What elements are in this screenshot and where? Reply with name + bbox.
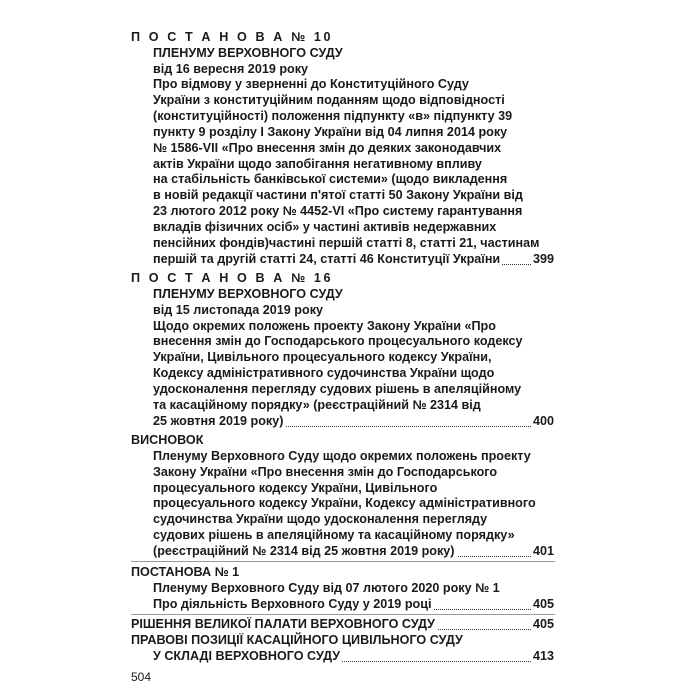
entry-line: на стабільність банківської системи» (щодо викладення bbox=[153, 172, 508, 187]
entry-line: України, Цивільного процесуального кодексу України, bbox=[153, 350, 492, 365]
toc-leader-line bbox=[131, 616, 531, 633]
entry-line: Кодексу адміністративного судочинства України щодо bbox=[153, 366, 495, 381]
entry-line: пенсійних фондів)частині першій статті 8, статті 21, частинам bbox=[153, 235, 540, 250]
entry-line: в новій редакції частини п'ятої статті 50 Закону України від bbox=[153, 188, 523, 203]
page-ref[interactable]: 401 bbox=[530, 543, 554, 560]
entry-title: ПРАВОВІ ПОЗИЦІЇ КАСАЦІЙНОГО ЦИВІЛЬНОГО СУДУ bbox=[131, 633, 463, 648]
entry-line: вкладів фізичних осіб» у частині активів недержавних bbox=[153, 219, 497, 234]
entry-line: Пленуму Верховного Суду від 07 лютого 2020 року № 1 bbox=[153, 581, 500, 596]
entry-line: Про відмову у зверненні до Конституційного Суду bbox=[153, 77, 469, 92]
entry-line: пункту 9 розділу І Закону України від 04 липня 2014 року bbox=[153, 124, 508, 139]
entry-title: ВИСНОВОК bbox=[131, 433, 204, 448]
entry-line: удосконалення перегляду судових рішень в апеляційному bbox=[153, 381, 522, 396]
toc-leader-line bbox=[153, 251, 531, 268]
entry-line: Закону України «Про внесення змін до Господарського bbox=[153, 464, 498, 479]
page-ref[interactable]: 405 bbox=[530, 596, 554, 613]
page-ref[interactable]: 400 bbox=[530, 413, 554, 430]
page-ref[interactable]: 399 bbox=[530, 251, 554, 268]
divider bbox=[131, 614, 555, 615]
entry-line: судових рішень в апеляційному та касаційному порядку» bbox=[153, 527, 515, 542]
entry-line: 23 лютого 2012 року № 4452-VI «Про систему гарантування bbox=[153, 204, 523, 219]
entry-line: Пленуму Верховного Суду щодо окремих положень проекту bbox=[153, 448, 531, 463]
entry-line: процесуального кодексу України, Кодексу адміністративного bbox=[153, 496, 536, 511]
entry-line: Про діяльність Верховного Суду у 2019 році bbox=[153, 596, 432, 611]
entry-date: від 16 вересня 2019 року bbox=[153, 61, 309, 76]
entry-line: судочинства України щодо удосконалення перегляду bbox=[153, 512, 488, 527]
entry-line: процесуального кодексу України, Цивільного bbox=[153, 480, 438, 495]
toc-leader-line bbox=[153, 596, 531, 613]
entry-title: РІШЕННЯ ВЕЛИКОЇ ПАЛАТИ ВЕРХОВНОГО СУДУ bbox=[131, 617, 436, 632]
entry-line: 25 жовтня 2019 року) bbox=[153, 413, 284, 428]
entry-subtitle: ПЛЕНУМУ ВЕРХОВНОГО СУДУ bbox=[153, 45, 343, 60]
page-number: 504 bbox=[131, 670, 152, 684]
entry-line: Щодо окремих положень проекту Закону України «Про bbox=[153, 318, 496, 333]
page-ref[interactable]: 405 bbox=[530, 616, 554, 633]
entry-line: У СКЛАДІ ВЕРХОВНОГО СУДУ bbox=[153, 649, 341, 663]
entry-line: (реєстраційний № 2314 від 25 жовтня 2019 року) bbox=[153, 543, 455, 558]
entry-line: України з конституційним поданням щодо відповідності bbox=[153, 93, 505, 108]
toc-leader-line bbox=[153, 543, 531, 560]
entry-date: від 15 листопада 2019 року bbox=[153, 302, 323, 317]
page-ref[interactable]: 413 bbox=[530, 648, 554, 665]
toc-leader-line bbox=[153, 648, 531, 665]
entry-line: та касаційному порядку» (реєстраційний № 2314 від bbox=[153, 397, 481, 412]
entry-title: П О С Т А Н О В А № 16 bbox=[131, 271, 334, 286]
entry-line: № 1586-VII «Про внесення змін до деяких законодавчих bbox=[153, 140, 502, 155]
entry-title: П О С Т А Н О В А № 10 bbox=[131, 30, 334, 44]
entry-subtitle: ПЛЕНУМУ ВЕРХОВНОГО СУДУ bbox=[153, 286, 343, 301]
entry-line: внесення змін до Господарського процесуального кодексу bbox=[153, 334, 523, 349]
entry-line: першій та другій статті 24, статті 46 Конституції України bbox=[153, 251, 501, 266]
entry-line: (конституційності) положення підпункту «в» підпункту 39 bbox=[153, 109, 513, 124]
entry-title: ПОСТАНОВА № 1 bbox=[131, 565, 240, 580]
toc-leader-line bbox=[153, 413, 531, 430]
divider bbox=[131, 561, 555, 562]
entry-line: актів України щодо запобігання негативному впливу bbox=[153, 156, 482, 171]
